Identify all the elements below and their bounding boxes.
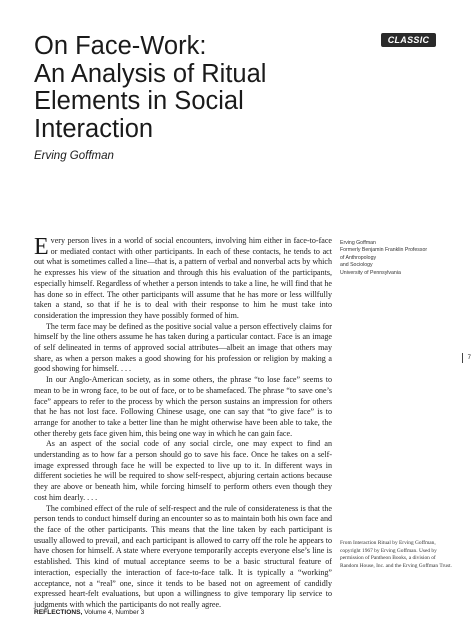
title-line-1: On Face-Work: xyxy=(34,32,207,60)
affiliation-line-1: Formerly Benjamin Franklin Professor xyxy=(340,247,428,254)
journal-name: REFLECTIONS, xyxy=(34,609,83,616)
journal-issue: Volume 4, Number 3 xyxy=(84,609,145,616)
paragraph-1-text: very person lives in a world of social encounters, involving him either in face-to-face or mediated contact with other participants. In each of these contacts, he tends to act out what is sometimes called a line—that is, a pattern of verbal and nonverbal acts by which he expresses his view of the situation and through this his evaluation of the participants, especially himself. Regardless of whether a person intends to take a line, he will find that he has done so in effect. The other participants will assume that he has more or less willfully taken a stand, so that if he is to deal with their response to him he must take into consideration the impression they have possibly formed of him. xyxy=(34,236,332,320)
paragraph-4: As an aspect of the social code of any social circle, one may expect to find an understanding as to how far a person should go to save his face. Once he takes on a self-image expressed through face he will be expected to live up to it. In different ways in different societies he will be required to show self-respect, abjuring certain actions because they are above or beneath him, while forcing himself to perform others even though they cost him dearly. . . . xyxy=(34,439,332,502)
affiliation-line-3: and Sociology xyxy=(340,262,373,269)
paragraph-2: The term face may be defined as the positive social value a person effectively claims for himself by the line others assume he has taken during a particular contact. Face is an image of self delineated in terms of approved social attributes—albeit an image that others may share, as when a person makes a good showing for his profession or religion by making a good showing for himself. . . . xyxy=(34,321,332,374)
drop-cap: E xyxy=(34,234,49,260)
paragraph-1 xyxy=(34,236,332,322)
affiliation-name: Erving Goffman xyxy=(340,240,376,246)
article-body xyxy=(34,236,332,611)
title-line-3: Elements in Social xyxy=(34,87,244,115)
article-title xyxy=(34,33,266,143)
paragraph-5: The combined effect of the rule of self-respect and the rule of considerateness is that the person tends to conduct himself during an encounter so as to maintain both his own face and the face of the other participants. This means that the line taken by each participant is usually allowed to prevail, and each participant is allowed to carry off the role he appears to have chosen for himself. A state where everyone temporarily accepts everyone else’s line is established. This kind of mutual acceptance seems to be a basic structural feature of interaction, especially the interaction of face-to-face talk. It is typically a “working” acceptance, not a “real” one, since it tends to be based not on agreement of candidly expressed heart-felt evaluations, but upon a willingness to give temporary lip service to judgments with which the participants do not really agree. xyxy=(34,503,332,609)
journal-footer xyxy=(34,609,144,616)
page-number: 7 xyxy=(462,353,471,363)
paragraph-3: In our Anglo-American society, as in some others, the phrase “to lose face” seems to mean to be in wrong face, to be out of face, or to be shamefaced. The phrase “to save one’s face” appears to refer to the process by which the person sustains an impression for others that he has not lost face. Following Chinese usage, one can say that “to give face” is to arrange for another to take a better line than he might otherwise have been able to take, the other thereby gets face given him, this being one way in which he can gain face. xyxy=(34,375,332,438)
source-note: From Interaction Ritual by Erving Goffman, copyright 1967 by Erving Goffman. Used by permission of Pantheon Books, a division of Random House, Inc. and the Erving Goffman Trust. xyxy=(340,540,452,569)
classic-badge: CLASSIC xyxy=(381,33,436,47)
affiliation-line-4: University of Pennsylvania xyxy=(340,269,401,276)
title-line-4: Interaction xyxy=(34,114,154,143)
title-line-2: An Analysis of Ritual xyxy=(34,59,267,88)
author-affiliation xyxy=(340,240,460,277)
affiliation-line-2: of Anthropology xyxy=(340,254,377,261)
author-name: Erving Goffman xyxy=(34,150,114,162)
